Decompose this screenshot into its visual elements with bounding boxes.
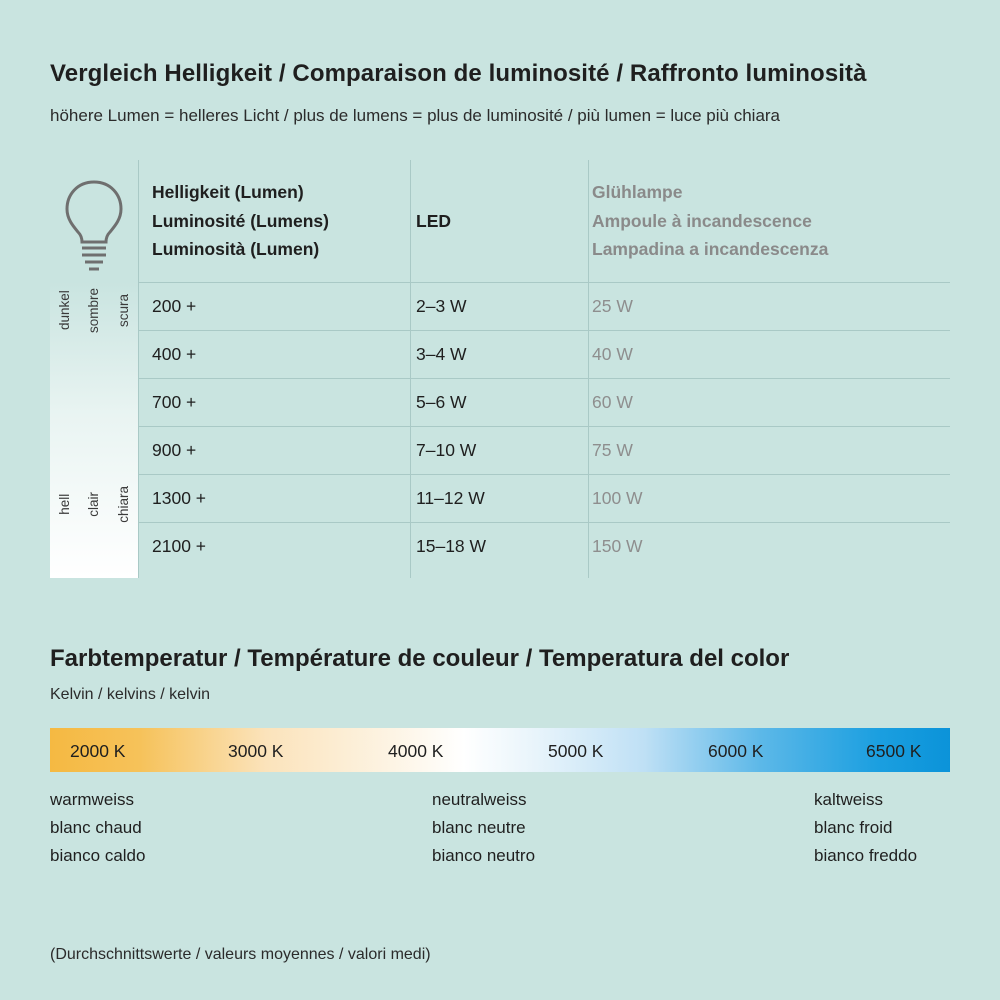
cell-lumen: 400 +	[152, 343, 197, 364]
temp-neutral-fr: blanc neutre	[432, 818, 526, 838]
cell-led: 7–10 W	[416, 439, 477, 460]
cell-lumen: 700 +	[152, 391, 197, 412]
scale-label-dark-fr: sombre	[86, 288, 102, 334]
temp-cold-de: kaltweiss	[814, 790, 883, 809]
cell-incandescent: 60 W	[592, 391, 633, 412]
scale-label-dark-de: dunkel	[56, 290, 72, 331]
temp-warm-fr: blanc chaud	[50, 818, 142, 838]
cell-incandescent: 75 W	[592, 439, 633, 460]
cell-led: 15–18 W	[416, 535, 487, 556]
row-scale-cell	[50, 426, 138, 474]
color-temperature-subtitle: Kelvin / kelvins / kelvin	[50, 686, 211, 703]
temperature-group-warm	[50, 786, 145, 871]
cell-lumen: 2100 +	[152, 535, 207, 556]
header-inc-fr: Ampoule à incandescence	[592, 210, 812, 231]
page-subtitle: höhere Lumen = helleres Licht / plus de lumens = plus de luminosité / più lumen = luce più chiara	[50, 106, 781, 125]
table-header-bulb-cell	[50, 160, 138, 282]
cell-lumen: 900 +	[152, 439, 197, 460]
footnote: (Durchschnittswerte / valeurs moyennes / valori medi)	[50, 946, 431, 963]
header-led-label: LED	[416, 210, 451, 231]
table-row	[50, 378, 950, 426]
row-scale-cell	[50, 330, 138, 378]
cell-led: 3–4 W	[416, 343, 467, 364]
table-row	[50, 474, 950, 522]
scale-label-light-fr: clair	[86, 492, 102, 517]
cell-led: 11–12 W	[416, 487, 485, 508]
scale-label-light-de: hell	[56, 493, 72, 515]
header-inc-it: Lampadina a incandescenza	[592, 239, 829, 260]
brightness-table	[50, 160, 950, 570]
kelvin-tick-3000: 3000 K	[228, 741, 284, 761]
temp-neutral-it: bianco neutro	[432, 846, 536, 866]
table-row	[50, 426, 950, 474]
table-header-led	[402, 160, 578, 282]
color-temperature-title: Farbtemperatur / Température de couleur / Temperatura del color	[50, 645, 790, 672]
table-header-incandescent	[578, 160, 950, 282]
table-header-row	[50, 160, 950, 282]
temp-cold-fr: blanc froid	[814, 818, 893, 838]
table-row	[50, 330, 950, 378]
cell-incandescent: 25 W	[592, 295, 633, 316]
temperature-group-neutral	[432, 786, 535, 871]
cell-incandescent: 100 W	[592, 487, 643, 508]
header-lumen-fr: Luminosité (Lumens)	[152, 210, 329, 231]
row-scale-cell	[50, 378, 138, 426]
cell-incandescent: 150 W	[592, 535, 643, 556]
header-lumen-it: Luminosità (Lumen)	[152, 239, 320, 260]
page-title: Vergleich Helligkeit / Comparaison de luminosité / Raffronto luminosità	[50, 60, 867, 87]
row-scale-cell	[50, 282, 138, 330]
cell-led: 5–6 W	[416, 391, 467, 412]
cell-lumen: 200 +	[152, 295, 197, 316]
row-scale-cell	[50, 474, 138, 522]
table-row	[50, 282, 950, 330]
table-header-lumen	[138, 160, 402, 282]
cell-lumen: 1300 +	[152, 487, 207, 508]
kelvin-tick-5000: 5000 K	[548, 741, 604, 761]
temp-neutral-de: neutralweiss	[432, 790, 527, 809]
header-lumen-de: Helligkeit (Lumen)	[152, 182, 304, 203]
temperature-group-cold	[814, 786, 917, 871]
scale-label-dark-it: scura	[116, 294, 132, 328]
kelvin-tick-2000: 2000 K	[70, 741, 126, 761]
kelvin-gradient-bar	[50, 728, 950, 772]
kelvin-tick-4000: 4000 K	[388, 741, 444, 761]
temp-warm-de: warmweiss	[50, 790, 135, 809]
temp-cold-it: bianco freddo	[814, 846, 918, 866]
row-scale-cell	[50, 522, 138, 570]
kelvin-tick-6500: 6500 K	[866, 741, 922, 761]
scale-label-light-it: chiara	[116, 486, 132, 523]
cell-led: 2–3 W	[416, 295, 467, 316]
kelvin-tick-6000: 6000 K	[708, 741, 764, 761]
temp-warm-it: bianco caldo	[50, 846, 146, 866]
cell-incandescent: 40 W	[592, 343, 633, 364]
header-inc-de: Glühlampe	[592, 182, 683, 203]
table-row	[50, 522, 950, 570]
